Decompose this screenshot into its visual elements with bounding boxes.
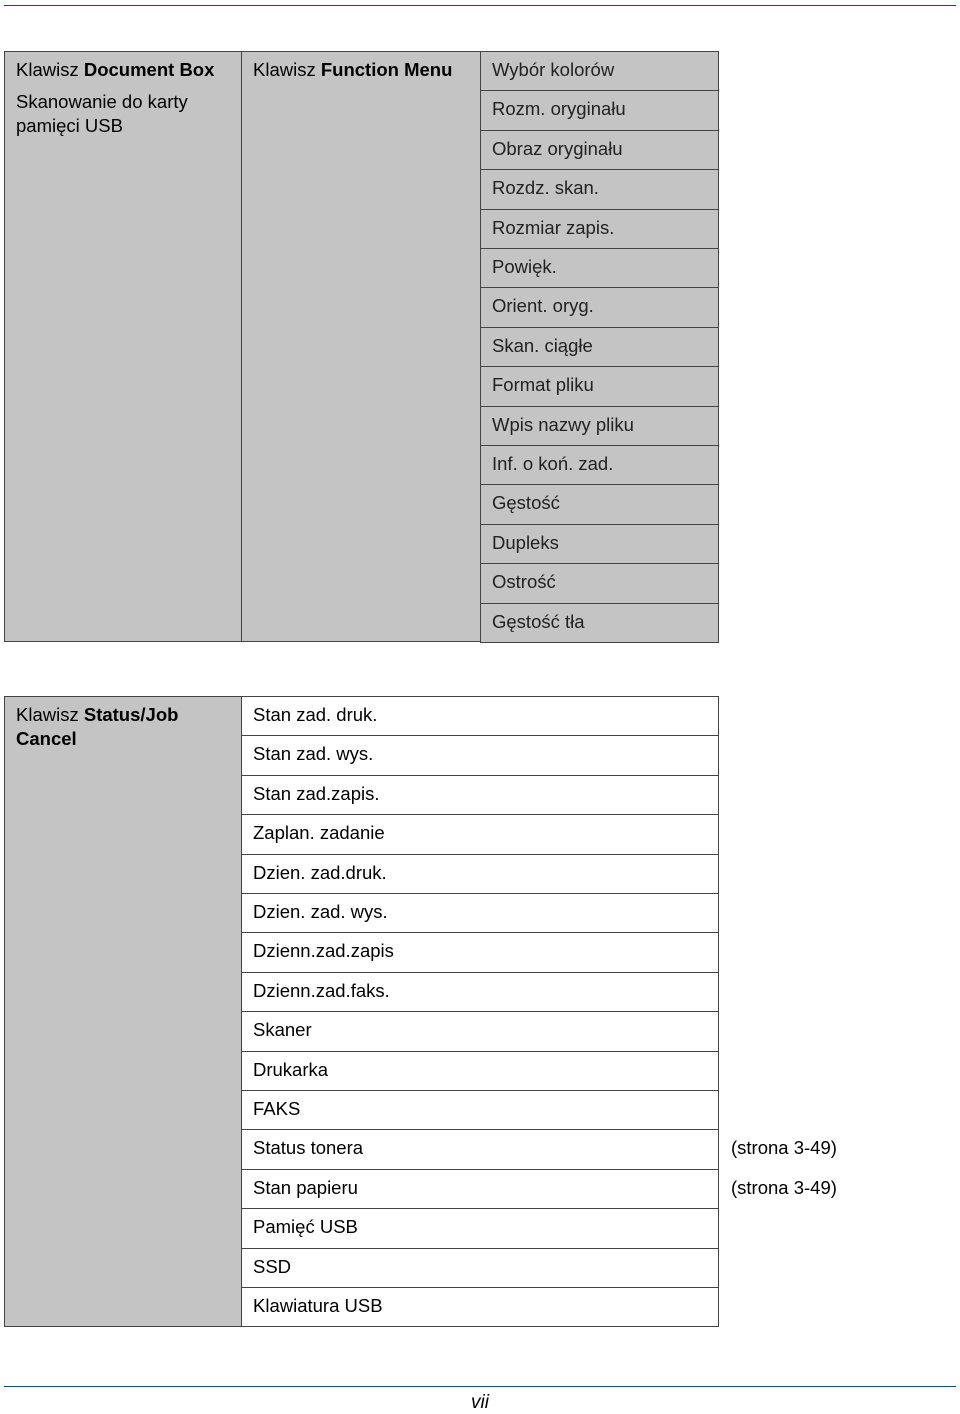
page-number: vii <box>471 1392 489 1413</box>
function-menu-item: Rozm. oryginału <box>480 90 719 131</box>
status-menu-item: Status tonera <box>241 1129 719 1170</box>
status-job-cancel-key-label: Klawisz Status/Job Cancel <box>16 704 179 749</box>
function-menu-item: Dupleks <box>480 524 719 564</box>
status-menu-item: Stan zad. druk. <box>241 696 719 736</box>
function-menu-item: Rozdz. skan. <box>480 169 719 210</box>
function-menu-item: Powięk. <box>480 248 719 288</box>
function-menu-item: Rozmiar zapis. <box>480 209 719 249</box>
function-menu-item: Orient. oryg. <box>480 287 719 328</box>
status-menu-item: Stan zad.zapis. <box>241 775 719 815</box>
status-job-cancel-key-cell <box>4 696 242 1327</box>
status-menu-item: Skaner <box>241 1011 719 1052</box>
top-rule <box>4 5 956 6</box>
status-menu-item: FAKS <box>241 1090 719 1130</box>
status-menu-item: Stan papieru <box>241 1169 719 1209</box>
function-menu-item: Gęstość tła <box>480 603 719 643</box>
function-menu-item: Format pliku <box>480 366 719 407</box>
function-menu-item: Wpis nazwy pliku <box>480 406 719 446</box>
function-menu-item: Ostrość <box>480 563 719 604</box>
status-menu-item: SSD <box>241 1248 719 1288</box>
page-reference: (strona 3-49) <box>731 1177 837 1198</box>
status-menu-item: Zaplan. zadanie <box>241 814 719 855</box>
document-box-key-label: Klawisz Document Box <box>16 59 215 80</box>
status-menu-item: Dzienn.zad.zapis <box>241 932 719 973</box>
status-menu-item: Dzienn.zad.faks. <box>241 972 719 1012</box>
function-menu-item: Inf. o koń. zad. <box>480 445 719 485</box>
status-menu-item: Stan zad. wys. <box>241 735 719 776</box>
function-menu-item: Obraz oryginału <box>480 130 719 170</box>
function-menu-key-label: Klawisz Function Menu <box>253 59 453 80</box>
function-menu-key-cell <box>241 51 481 642</box>
status-menu-item: Pamięć USB <box>241 1208 719 1249</box>
page-reference: (strona 3-49) <box>731 1137 837 1158</box>
status-menu-item: Drukarka <box>241 1051 719 1091</box>
function-menu-item: Gęstość <box>480 484 719 525</box>
document-box-key-cell <box>4 51 242 642</box>
status-menu-item: Dzien. zad.druk. <box>241 854 719 894</box>
status-menu-item: Klawiatura USB <box>241 1287 719 1327</box>
usb-scan-label: Skanowanie do karty pamięci USB <box>16 91 188 136</box>
status-menu-item: Dzien. zad. wys. <box>241 893 719 933</box>
function-menu-item: Wybór kolorów <box>480 51 719 91</box>
function-menu-item: Skan. ciągłe <box>480 327 719 367</box>
bottom-rule <box>4 1386 956 1387</box>
